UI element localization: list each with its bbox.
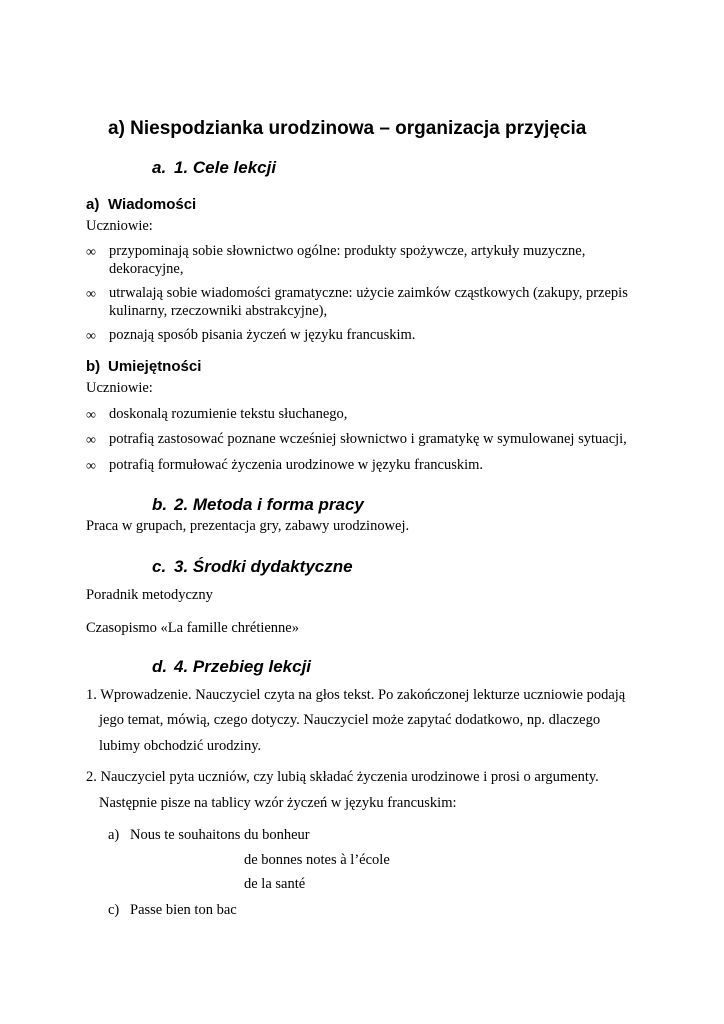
example-marker: a) <box>108 827 120 843</box>
section-heading-cele-lekcji <box>152 158 276 178</box>
bullet-symbol: ∞ <box>86 245 96 260</box>
section-heading-text: 2. Metoda i forma pracy <box>174 495 364 514</box>
bullet-symbol: ∞ <box>86 287 96 302</box>
subheading-marker: a) <box>86 196 100 213</box>
list-item: poznają sposób pisania życzeń w języku francuskim. <box>109 327 416 343</box>
example-line: Passe bien ton bac <box>130 902 237 918</box>
step-paragraph: 1. Wprowadzenie. Nauczyciel czyta na głos tekst. Po zakończonej lekturze uczniowie podają <box>86 687 626 703</box>
step-paragraph-continuation: Następnie pisze na tablicy wzór życzeń w języku francuskim: <box>99 795 457 811</box>
paragraph: Praca w grupach, prezentacja gry, zabawy urodzinowej. <box>86 518 410 534</box>
step-paragraph: 2. Nauczyciel pyta uczniów, czy lubią składać życzenia urodzinowe i prosi o argumenty. <box>86 769 599 785</box>
list-item: przypominają sobie słownictwo ogólne: produkty spożywcze, artykuły muzyczne, <box>109 243 586 259</box>
intro-text: Uczniowie: <box>86 380 153 396</box>
list-item: potrafią zastosować poznane wcześniej słownictwo i gramatykę w symulowanej sytuacji, <box>109 431 627 447</box>
example-line: de la santé <box>244 876 306 892</box>
bullet-symbol: ∞ <box>86 433 96 448</box>
list-item-continuation: kulinarny, rzeczowniki abstrakcyjne), <box>109 303 328 319</box>
intro-text: Uczniowie: <box>86 218 153 234</box>
list-item-continuation: dekoracyjne, <box>109 261 184 277</box>
document-title: a) Niespodzianka urodzinowa – organizacja przyjęcia <box>108 118 587 139</box>
section-marker: b. <box>152 495 168 514</box>
section-marker: a. <box>152 158 167 177</box>
bullet-symbol: ∞ <box>86 459 96 474</box>
example-line: Nous te souhaitons du bonheur <box>130 827 310 843</box>
list-item: utrwalają sobie wiadomości gramatyczne: użycie zaimków cząstkowych (zakupy, przepis <box>109 285 628 301</box>
example-line: de bonnes notes à l’école <box>244 852 390 868</box>
subheading-text: Umiejętności <box>108 358 202 375</box>
section-heading-text: 3. Środki dydaktyczne <box>174 557 353 576</box>
step-paragraph-continuation: lubimy obchodzić urodziny. <box>99 738 262 754</box>
bullet-symbol: ∞ <box>86 329 96 344</box>
section-heading-przebieg <box>152 657 311 677</box>
list-item: doskonalą rozumienie tekstu słuchanego, <box>109 406 348 422</box>
section-heading-metoda <box>152 495 364 515</box>
example-marker: c) <box>108 902 120 918</box>
section-heading-text: 1. Cele lekcji <box>174 158 277 177</box>
subheading-text: Wiadomości <box>108 196 197 213</box>
bullet-symbol: ∞ <box>86 408 96 423</box>
list-item: potrafią formułować życzenia urodzinowe w języku francuskim. <box>109 457 484 473</box>
subheading-marker: b) <box>86 358 101 375</box>
list-item: Czasopismo «La famille chrétienne» <box>86 620 299 636</box>
section-marker: d. <box>152 657 168 676</box>
section-marker: c. <box>152 557 167 576</box>
subheading-wiadomosci <box>86 196 196 213</box>
step-paragraph-continuation: jego temat, mówią, czego dotyczy. Nauczyciel może zapytać dodatkowo, np. dlaczego <box>99 712 601 728</box>
subheading-umiejetnosci <box>86 358 201 375</box>
section-heading-text: 4. Przebieg lekcji <box>174 657 312 676</box>
section-heading-srodki <box>152 557 353 577</box>
list-item: Poradnik metodyczny <box>86 587 213 603</box>
